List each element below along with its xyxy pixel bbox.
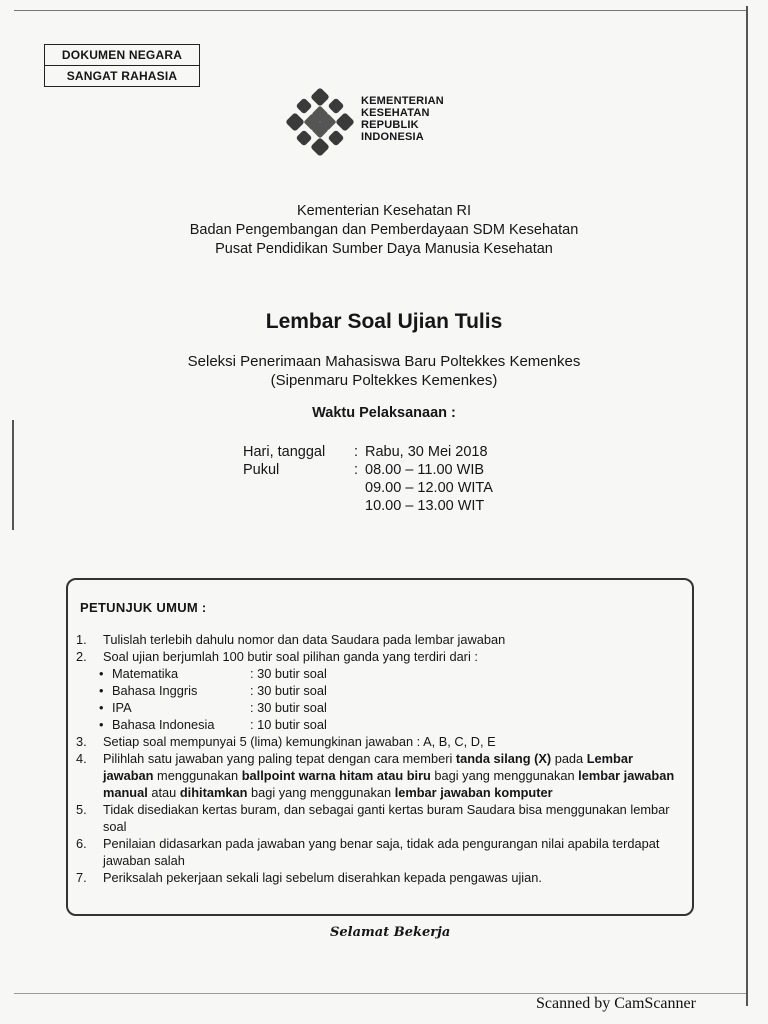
item-text: Setiap soal mempunyai 5 (lima) kemungkinan jawaban : A, B, C, D, E xyxy=(103,734,496,749)
item-text: Tulislah terlebih dahulu nomor dan data Saudara pada lembar jawaban xyxy=(103,632,506,647)
document-subtitle xyxy=(100,352,668,390)
subject-count: : 10 butir soal xyxy=(250,717,327,732)
schedule-time-row xyxy=(243,461,493,479)
classification-box xyxy=(44,44,200,87)
subject-row xyxy=(76,665,682,682)
logo-text-line-4: INDONESIA xyxy=(361,131,424,143)
subject-name: Bahasa Indonesia xyxy=(112,717,215,732)
logo-text-line-2: KESEHATAN xyxy=(361,107,430,119)
institution-line-2: Badan Pengembangan dan Pemberdayaan SDM Kesehatan xyxy=(189,222,579,238)
instructions-list xyxy=(76,631,682,886)
date-value: Rabu, 30 Mei 2018 xyxy=(365,444,488,460)
institution-line-3: Pusat Pendidikan Sumber Daya Manusia Kesehatan xyxy=(215,241,553,257)
schedule-date-row xyxy=(243,443,493,461)
page-edge-top xyxy=(14,10,746,11)
bullet-icon: • xyxy=(99,700,104,715)
bullet-icon: • xyxy=(99,683,104,698)
subject-row xyxy=(76,699,682,716)
emphasis: Lembar jawaban xyxy=(103,751,633,783)
time-label: Pukul xyxy=(243,462,280,478)
colon: : xyxy=(353,462,359,478)
institution-line-1: Kementerian Kesehatan RI xyxy=(296,203,472,219)
item-number: 6. xyxy=(76,836,87,851)
closing-greeting: Selamat Bekerja xyxy=(330,925,451,940)
emphasis: lembar jawaban komputer xyxy=(394,785,553,800)
date-label: Hari, tanggal xyxy=(243,444,326,460)
instruction-item xyxy=(76,631,682,648)
time-wit: 10.00 – 13.00 WIT xyxy=(365,498,485,514)
emphasis: dihitamkan xyxy=(179,785,248,800)
instruction-item xyxy=(76,869,682,886)
bullet-icon: • xyxy=(99,717,104,732)
institution-header xyxy=(100,202,668,259)
document-title: Lembar Soal Ujian Tulis xyxy=(265,310,503,333)
item-text: Tidak disediakan kertas buram, dan sebagai ganti kertas buram Saudara bisa menggunakan lembar soal xyxy=(103,802,670,834)
item-number: 1. xyxy=(76,632,87,647)
subject-count: : 30 butir soal xyxy=(250,700,327,715)
subject-name: IPA xyxy=(112,700,132,715)
instruction-item xyxy=(76,835,682,869)
ministry-logo-text xyxy=(361,95,444,143)
time-wib: 08.00 – 11.00 WIB xyxy=(365,462,485,478)
item-text: Pilihlah satu jawaban yang paling tepat dengan cara memberi tanda silang (X) pada Lembar jawaban menggunakan ballpoint warna hitam atau biru bagi yang menggunakan lembar jawaban manual atau dihitamkan bagi yang menggunakan lembar jawaban komputer xyxy=(103,751,675,800)
item-number: 7. xyxy=(76,870,87,885)
subject-name: Bahasa Inggris xyxy=(112,683,198,698)
instructions-title: PETUNJUK UMUM : xyxy=(80,600,207,615)
instruction-item xyxy=(76,648,682,665)
kemenkes-logo-icon xyxy=(284,86,356,158)
subtitle-line-1: Seleksi Penerimaan Mahasiswa Baru Poltekkes Kemenkes xyxy=(187,353,581,370)
subtitle-line-2: (Sipenmaru Poltekkes Kemenkes) xyxy=(270,372,498,389)
logo-text-line-3: REPUBLIK xyxy=(361,119,419,131)
page-edge-right xyxy=(746,6,748,1006)
subject-row xyxy=(76,716,682,733)
exam-time-heading: Waktu Pelaksanaan : xyxy=(312,405,456,421)
page-edge-left xyxy=(12,420,14,530)
scanner-watermark: Scanned by CamScanner xyxy=(536,995,696,1012)
classification-line-2: SANGAT RAHASIA xyxy=(45,65,199,86)
item-text: Penilaian didasarkan pada jawaban yang benar saja, tidak ada pengurangan nilai apabila terdapat jawaban salah xyxy=(103,836,660,868)
time-wita: 09.00 – 12.00 WITA xyxy=(365,480,493,496)
item-number: 2. xyxy=(76,649,87,664)
subject-name: Matematika xyxy=(112,666,179,681)
emphasis: lembar jawaban manual xyxy=(103,768,675,800)
instruction-item xyxy=(76,750,682,801)
instruction-item xyxy=(76,801,682,835)
page-edge-bottom xyxy=(14,993,746,994)
item-text: Periksalah pekerjaan sekali lagi sebelum diserahkan kepada pengawas ujian. xyxy=(103,870,542,885)
subject-count: : 30 butir soal xyxy=(250,683,327,698)
item-text: Soal ujian berjumlah 100 butir soal pilihan ganda yang terdiri dari : xyxy=(103,649,478,664)
instruction-item xyxy=(76,733,682,750)
subject-row xyxy=(76,682,682,699)
exam-schedule xyxy=(243,443,493,515)
schedule-time-row xyxy=(243,497,493,515)
schedule-time-row xyxy=(243,479,493,497)
logo-text-line-1: KEMENTERIAN xyxy=(361,95,444,107)
item-number: 4. xyxy=(76,751,87,766)
emphasis: tanda silang (X) xyxy=(455,751,552,766)
classification-line-1: DOKUMEN NEGARA xyxy=(61,48,183,62)
item-number: 3. xyxy=(76,734,87,749)
subject-count: : 30 butir soal xyxy=(250,666,327,681)
item-number: 5. xyxy=(76,802,87,817)
emphasis: ballpoint warna hitam atau biru xyxy=(241,768,431,783)
bullet-icon: • xyxy=(99,666,104,681)
colon: : xyxy=(353,444,359,460)
general-instructions-box xyxy=(66,578,694,916)
